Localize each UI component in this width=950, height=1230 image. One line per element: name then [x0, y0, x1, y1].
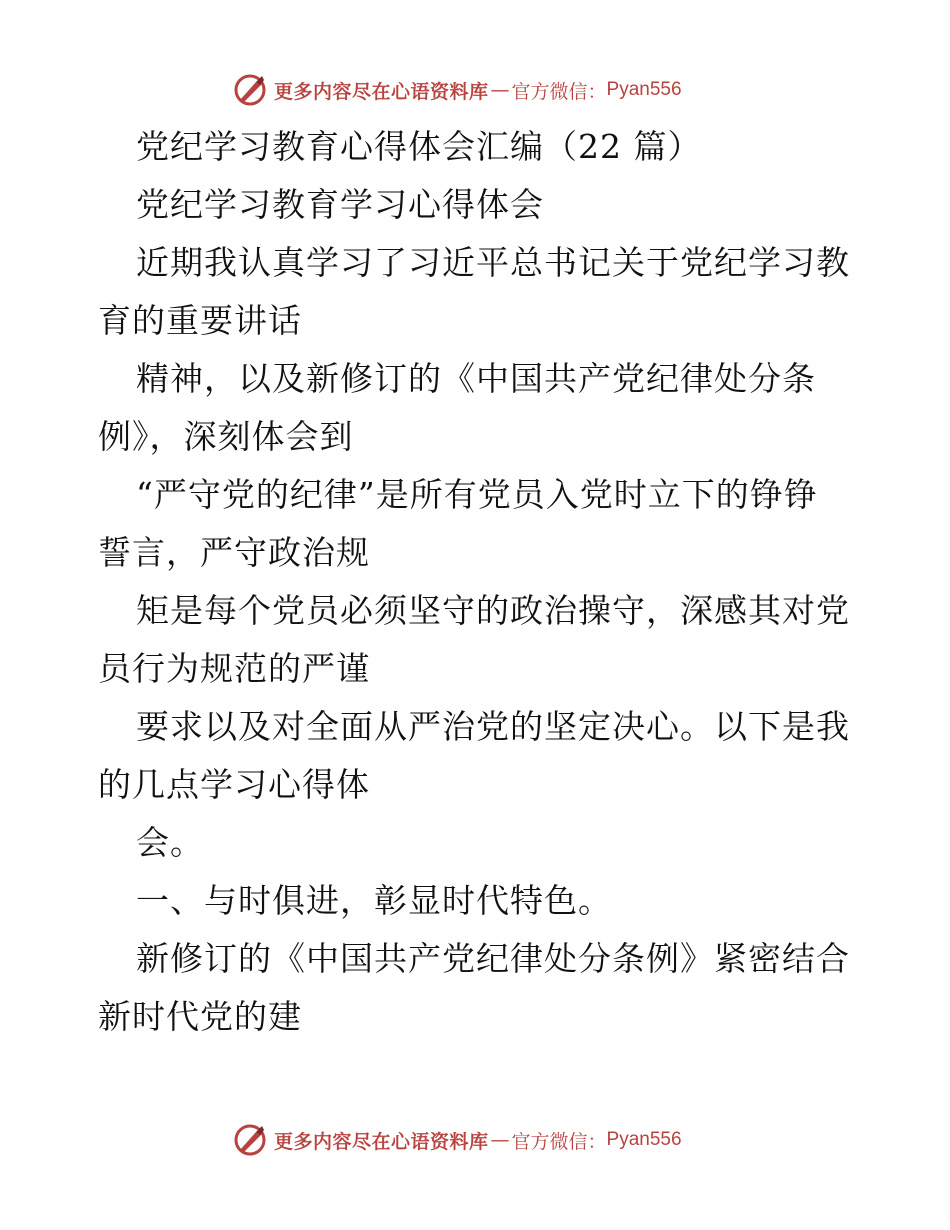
paragraph-line: 新修订的《中国共产党纪律处分条例》紧密结合	[136, 939, 850, 978]
paragraph-line: 新时代党的建	[98, 997, 302, 1036]
header-wechat-label: 官方微信：	[511, 80, 607, 103]
header-banner	[232, 70, 682, 110]
document-subtitle: 党纪学习教育学习心得体会	[136, 185, 544, 224]
paragraph-line: 近期我认真学习了习近平总书记关于党纪学习教	[136, 243, 850, 282]
paragraph-line: 会。	[136, 823, 204, 862]
document-title: 党纪学习教育心得体会汇编（22 篇）	[136, 127, 702, 166]
paragraph-line: 精神，以及新修订的《中国共产党纪律处分条	[136, 359, 816, 398]
paragraph-line: 员行为规范的严谨	[98, 649, 370, 688]
header-dash: —	[490, 79, 510, 101]
footer-wechat-label: 官方微信：	[511, 1130, 607, 1153]
paragraph-line: 誓言，严守政治规	[98, 533, 370, 572]
footer-banner	[232, 1120, 682, 1160]
paragraph-line: 例》，深刻体会到	[98, 417, 354, 456]
paragraph-line: 要求以及对全面从严治党的坚定决心。以下是我	[136, 707, 850, 746]
footer-slogan: 更多内容尽在心语资料库	[274, 1130, 489, 1153]
header-wechat-handle: Pyan556	[606, 79, 682, 100]
footer-dash: —	[490, 1129, 510, 1151]
paragraph-line: 矩是每个党员必须坚守的政治操守，深感其对党	[136, 591, 850, 630]
pen-logo-icon	[232, 72, 268, 108]
section-heading: 一、与时俱进，彰显时代特色。	[136, 881, 612, 920]
footer-wechat-handle: Pyan556	[606, 1129, 682, 1150]
paragraph-line: 的几点学习心得体	[98, 765, 370, 804]
paragraph-line: 育的重要讲话	[98, 301, 302, 340]
paragraph-line: “严守党的纪律”是所有党员入党时立下的铮铮	[136, 475, 818, 514]
header-slogan: 更多内容尽在心语资料库	[274, 80, 489, 103]
document-body	[98, 118, 858, 1046]
pen-logo-icon	[232, 1122, 268, 1158]
